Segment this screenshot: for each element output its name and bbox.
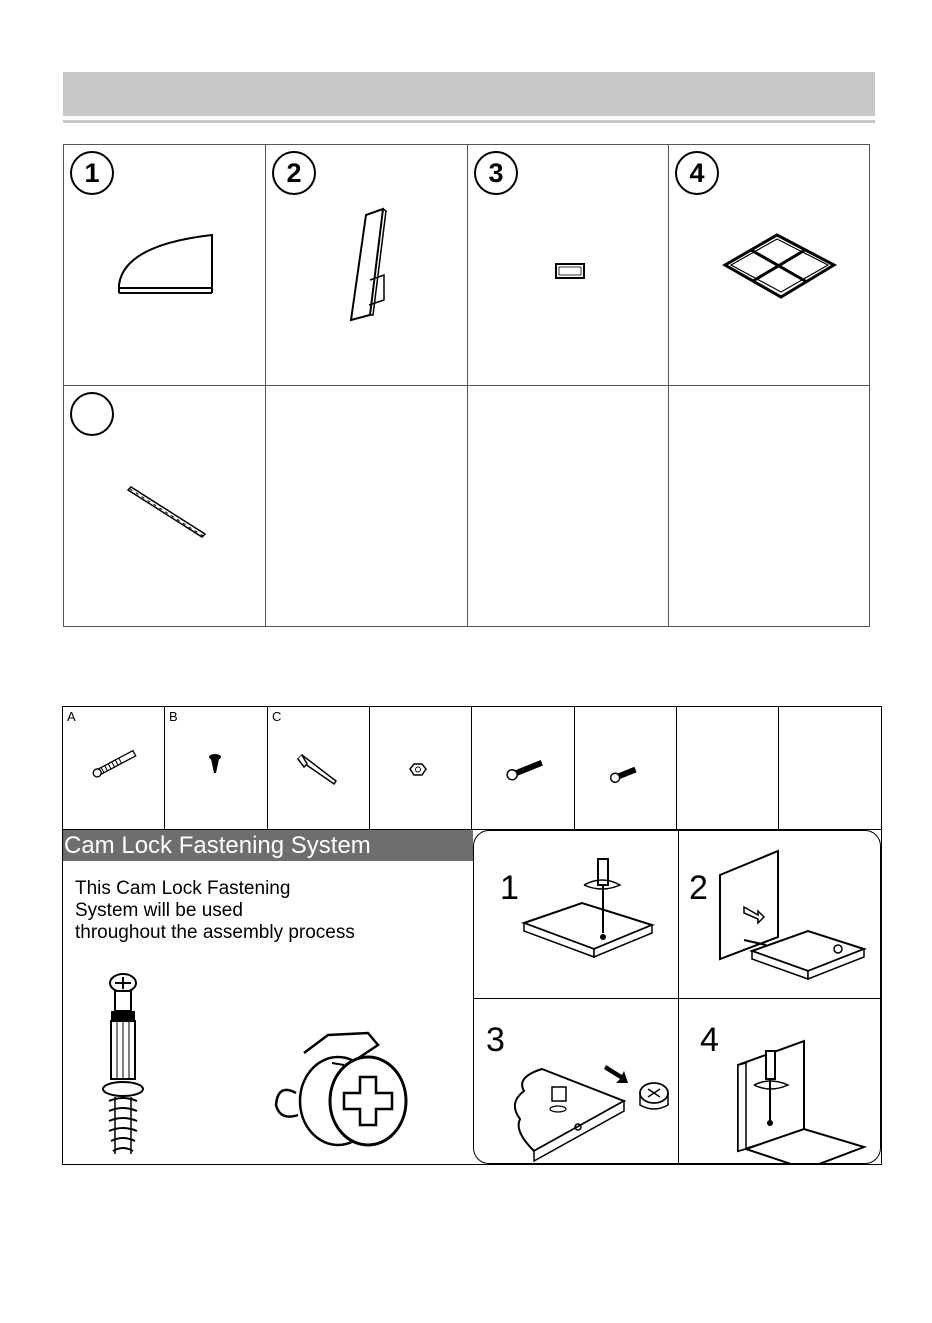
steps-horizontal-divider [474, 998, 881, 999]
step-4-illustration [724, 1021, 879, 1164]
hardware-cell-a [63, 707, 165, 829]
part-number-badge: 1 [70, 151, 114, 195]
part-cell-1 [64, 145, 266, 386]
hardware-cell-long-screw [472, 707, 575, 829]
step-2-illustration [714, 845, 879, 995]
cam-lock-steps-panel [473, 830, 881, 1164]
four-pane-grid-frame-icon [669, 145, 869, 386]
cam-bolt-illustration [93, 969, 193, 1164]
small-bracket-icon [468, 145, 669, 386]
hardware-cell-empty [779, 707, 881, 829]
hardware-cell-c [268, 707, 370, 829]
step-number: 2 [689, 869, 708, 907]
header-bar [63, 72, 875, 116]
slotted-rail-icon [64, 386, 266, 626]
hardware-cell-empty [677, 707, 779, 829]
hardware-section [62, 706, 882, 1165]
quarter-round-top-panel-icon [64, 145, 266, 386]
step-number: 3 [486, 1021, 505, 1059]
hardware-cell-nut [370, 707, 472, 829]
medium-screw-icon [575, 707, 677, 829]
part-cell-4 [669, 145, 869, 386]
allen-key-icon [268, 707, 370, 829]
hardware-cell-b [165, 707, 268, 829]
step-number: 1 [500, 869, 519, 907]
part-number-badge: 4 [675, 151, 719, 195]
part-cell-empty [266, 386, 468, 626]
hex-nut-icon [370, 707, 472, 829]
cam-lock-description: This Cam Lock Fastening System will be used throughout the assembly process [75, 878, 355, 943]
part-number-badge: 2 [272, 151, 316, 195]
step-3-illustration [494, 1031, 684, 1164]
parts-grid [63, 144, 870, 627]
step-number: 4 [700, 1021, 719, 1059]
part-cell-empty [669, 386, 869, 626]
header-rule [63, 120, 875, 123]
long-phillips-screw-icon [472, 707, 575, 829]
hardware-letter: C [272, 709, 282, 724]
step-1-illustration [514, 845, 674, 995]
part-cell-empty [468, 386, 669, 626]
hardware-letter: B [169, 709, 178, 724]
cam-lock-illustration [268, 1025, 448, 1165]
cam-bolt-icon [63, 707, 165, 829]
part-number-badge: 3 [474, 151, 518, 195]
hardware-letter: A [67, 709, 76, 724]
part-cell-2 [266, 145, 468, 386]
cam-lock-title: Cam Lock Fastening System [63, 830, 473, 861]
hardware-cell-medium-screw [575, 707, 677, 829]
vertical-side-panel-icon [266, 145, 468, 386]
short-screw-icon [165, 707, 268, 829]
part-cell-3 [468, 145, 669, 386]
part-cell-5 [64, 386, 266, 626]
